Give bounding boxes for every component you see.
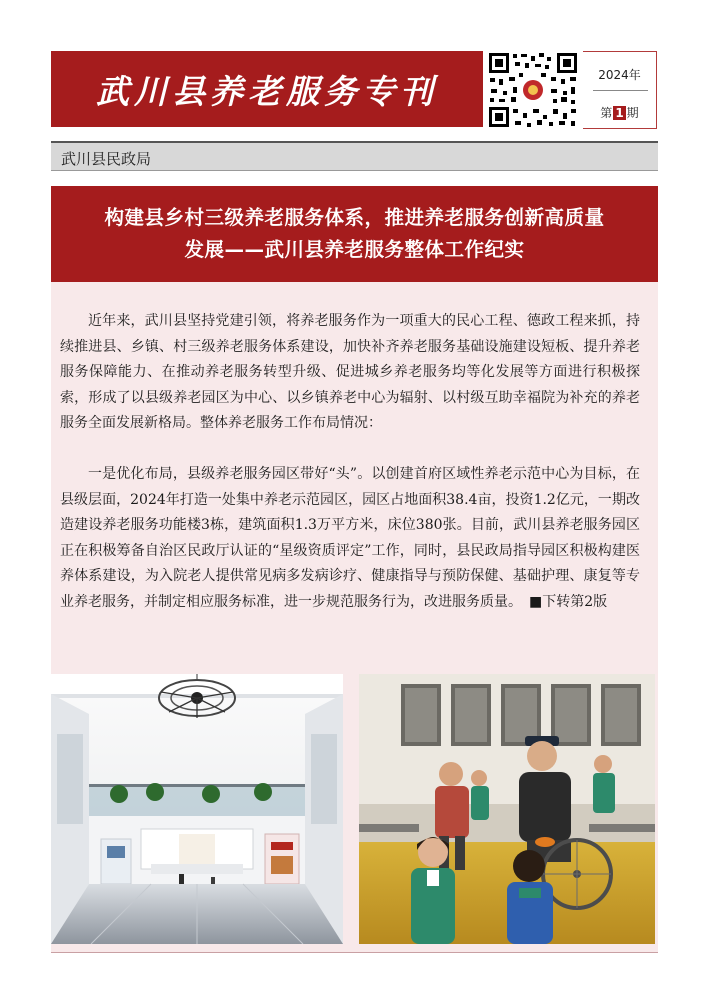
lobby-photo-graphic: [51, 674, 343, 944]
issue-year: 2024年: [598, 68, 641, 82]
qr-code-graphic: [487, 51, 579, 129]
department-name: 武川县民政局: [61, 150, 152, 168]
article-paragraph-1: 近年来，武川县坚持党建引领，将养老服务作为一项重大的民心工程、德政工程来抓，持续推进县、乡镇、村三级养老服务体系建设，加快补齐养老服务基础设施建设短板、提升养老服务保障能力、在推动养老服务转型升级、促进城乡养老服务均等化发展等方面进行积极探索，形成了以县级养老园区为中心、以乡镇养老中心为辐射、以村级互助幸福院为补充的养老服务全面发展新格局。整体养老服务工作布局情况：: [60, 313, 640, 431]
article-paragraph-2: [60, 462, 640, 615]
lobby-photo: [51, 674, 343, 944]
issue-number: 1: [615, 106, 624, 120]
issue-info: [583, 51, 657, 129]
issue-suffix: 期: [626, 106, 639, 120]
qr-code: [487, 51, 579, 129]
article-paragraph-2-text: 一是优化布局，县级养老服务园区带好“头”。以创建首府区域性养老示范中心为目标，在县级层面，2024年打造一处集中养老示范园区，园区占地面积38.4亩，投资1.2亿元，一期改造建设养老服务功能楼3栋，建筑面积1.3万平方米，床位380张。目前，武川县养老服务园区正在积极筹备自治区民政厅认证的“星级资质评定”工作，同时，县民政局指导园区积极构建医养体系建设，为入院老人提供常见病多发病诊疗、健康指导与预防保健、基础护理、康复等专业养老服务，并制定相应服务标准，进一步规范服务行为，改进服务质量。: [60, 466, 640, 610]
elderly-and-children-photo-graphic: [359, 674, 655, 944]
publication-title: 武川县养老服务专刊: [96, 71, 438, 111]
issue-divider: [593, 90, 648, 91]
elderly-and-children-photo: [359, 674, 655, 944]
continue-note: ■下转第2版: [529, 593, 608, 610]
headline-line-2: 发展——武川县养老服务整体工作纪实: [184, 238, 525, 261]
department-bar: [51, 141, 658, 171]
headline-box: [51, 186, 658, 282]
issue-number-line: [583, 104, 656, 121]
masthead-banner: [51, 51, 483, 127]
headline-line-1: 构建县乡村三级养老服务体系，推进养老服务创新高质量: [104, 206, 605, 229]
issue-prefix: 第: [600, 106, 613, 120]
bottom-rule: [51, 952, 658, 953]
